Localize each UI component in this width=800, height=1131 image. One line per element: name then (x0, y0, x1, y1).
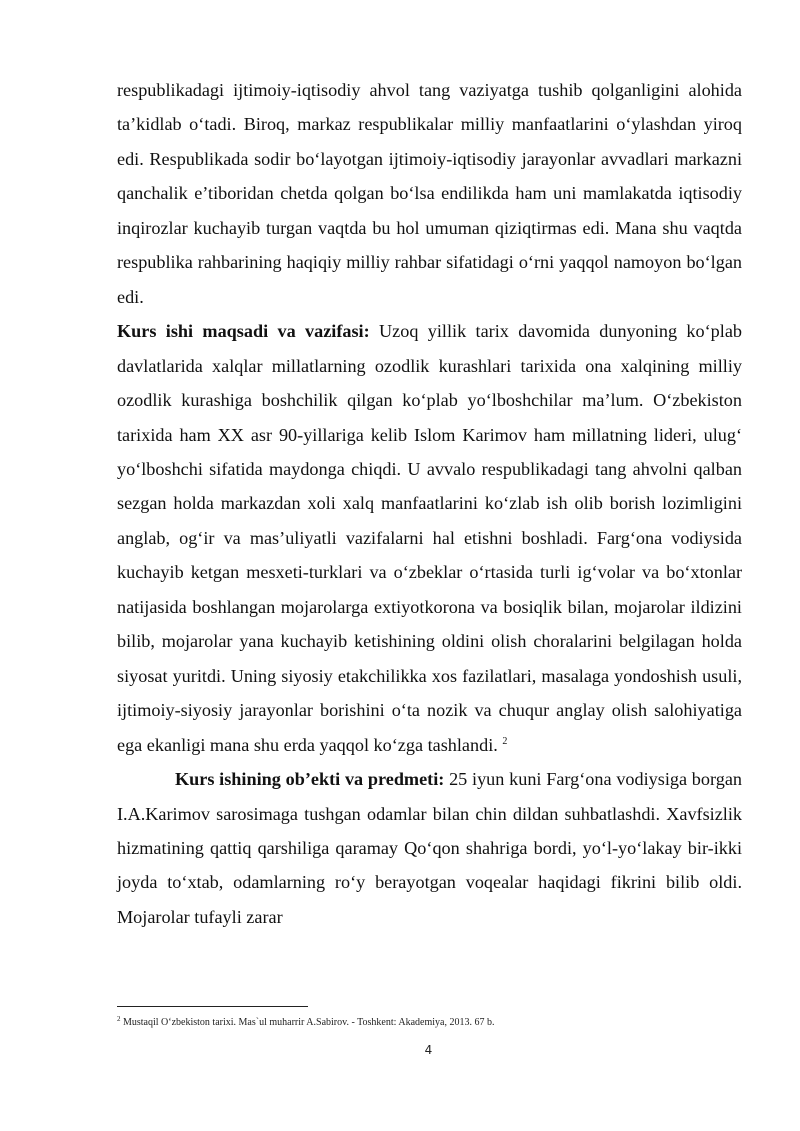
section-heading-object: Kurs ishining ob’ekti va predmeti: (175, 769, 445, 790)
footnote (117, 1016, 742, 1030)
body-text (117, 73, 742, 934)
footnote-text: Mustaqil O‘zbekiston tarixi. Mas`ul muharrir A.Sabirov. - Toshkent: Akademiya, 2013. 67 b. (120, 1017, 495, 1028)
paragraph-text: Uzoq yillik tarix davomida dunyoning ko‘plab davlatlarida xalqlar millatlarning ozodlik kurashlari tarixida ona xalqining milliy ozodlik kurashiga boshchilik qilgan ko‘plab yo‘lboshchilar ma’lum. O‘zbekiston tarixida ham XX asr 90-yillariga kelib Islom Karimov ham millatning lideri, ulug‘ yo‘lboshchi sifatida maydonga chiqdi. U avvalo respublikadagi tang ahvolni qalban sezgan holda markazdan xoli xalq manfaatlarini ko‘zlab ish olib borish lozimligini anglab, og‘ir va mas’uliyatli vazifalarni hal etishni boshladi. Farg‘ona vodiysida kuchayib ketgan mesxeti-turklari va o‘zbeklar o‘rtasida turli ig‘volar va bo‘xtonlar natijasida boshlangan mojarolarga extiyotkorona va bosiqlik bilan, mojarolar ildizini bilib, mojarolar yana kuchayib ketishining oldini olish choralarini belgilagan holda siyosat yuritdi. Uning siyosiy etakchilikka xos fazilatlari, masalaga yondoshish usuli, ijtimoiy-siyosiy jarayonlar borishini o‘ta nozik va chuqur anglay olish salohiyatiga ega ekanligi mana shu erda yaqqol ko‘zga tashlandi. (117, 321, 742, 755)
page-number: 4 (424, 1043, 433, 1057)
section-heading-goals: Kurs ishi maqsadi va vazifasi: (117, 321, 370, 342)
paragraph-text: respublikadagi ijtimoiy-iqtisodiy ahvol tang vaziyatga tushib qolganligini alohida ta’kidlab o‘tadi. Biroq, markaz respublikalar milliy manfaatlarini o‘ylashdan yiroq edi. Respublikada sodir bo‘layotgan ijtimoiy-iqtisodiy jarayonlar avvadlari markazni qanchalik e’tiboridan chetda qolgan bo‘lsa endilikda ham uni mamlakatda iqtisodiy inqirozlar kuchayib turgan vaqtda bu hol umuman qiziqtirmas edi. Mana shu vaqtda respublika rahbarining haqiqiy milliy rahbar sifatidagi o‘rni yaqqol namoyon bo‘lgan edi. (117, 80, 742, 307)
paragraph-object (117, 762, 742, 934)
paragraph-goals (117, 314, 742, 762)
paragraph-text: 25 iyun kuni Farg‘ona vodiysiga borgan I.A.Karimov sarosimaga tushgan odamlar bilan chin dildan suhbatlashdi. Xavfsizlik hizmatining qattiq qarshiliga qaramay Qo‘qon shahriga bordi, yo‘l-yo‘lakay bir-ikki joyda to‘xtab, odamlarning ro‘y berayotgan voqealar haqidagi fikrini bilib oldi. Mojarolar tufayli zarar (117, 769, 742, 927)
footnote-separator (117, 1006, 308, 1007)
paragraph-intro (117, 73, 742, 314)
footnote-marker: 2 (117, 1015, 121, 1023)
footnote-reference[interactable]: 2 (502, 735, 508, 747)
